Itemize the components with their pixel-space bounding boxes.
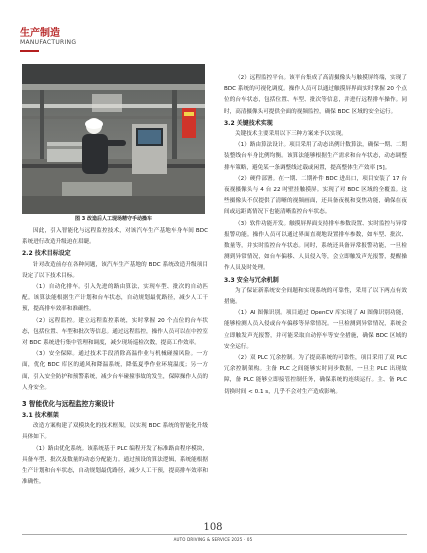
- paragraph: 针对改造前存在各种问题，该汽车生产基地的 BDC 系统改造升级项目设定了以下技术目标。: [22, 261, 208, 279]
- factory-photo-illustration: [22, 64, 205, 214]
- paragraph: （1）AI 图像识别。项目通过 OpenCV 库实现了 AI 图像识别功能，能够检测人员入侵或台车偏移等异常情况。一旦检测到异常情况，系统会立即触发声光报警，并可能采取自动停车等安全措施，确保 BDC 区域的安全运行。: [224, 310, 407, 350]
- figure-caption: 图 3 改造后人工现场精守手动操车: [75, 216, 152, 222]
- subsection-heading: 3.1 技术框架: [22, 412, 59, 420]
- subsection-heading: 3.2 关键技术实现: [224, 119, 273, 127]
- paragraph: （3）安全保障。通过技术手段消除高温作业与机械碰撞风险。一方面，优化 BDC 库区的通风和降温系统，降低夏季作业环境温度；另一方面，引入安全防护和预警系统，减少台车碰撞事故的发生，保障操作人员的人身安全。: [22, 351, 208, 391]
- paragraph: （2）硬件部署。在一期、二期补件 BDC 进出口，项目安装了 17 台夜视摄像头与 4 台 22 吋壁挂触摸屏。实现了对 BDC 区域的全覆盖。这些摄像头不仅提供了清晰的视频画面，还具备夜视和变焦功能，确保在夜间或远距离情况下也能清晰监控台车状态。: [224, 175, 407, 216]
- page-number: 108: [203, 522, 223, 533]
- right-column: [224, 73, 407, 398]
- paragraph: 因此，引入智能化与远程监控技术，对该汽车生产基地车身车间 BDC 系统进行改造升级迫在眉睫。: [22, 228, 208, 246]
- section-subtitle: MANUFACTURING: [20, 39, 77, 46]
- paragraph: （2）远程监控。建立远程监控系统，实时掌握 20 个点位的台车状态，包括位置、车型和批次等信息。通过远程监控，操作人员可以在中控室对 BDC 系统进行集中管理和调度，减少现场巡检次数，提高工作效率。: [22, 317, 208, 347]
- paragraph: （3）软件功能开发。触摸屏界面支持排车参数设置、实时监控与异常报警功能。操作人员可以通过界面直观地设置排车参数，如车型、批次、数量等，并实时监控台车状态。同时，系统还具备异常报警功能，一旦检测到异常情况，如台车偏移、人员侵入等，会立即触发声光报警，提醒操作人员及时处理。: [224, 220, 407, 272]
- subsection-heading: 2.2 技术目标设定: [22, 250, 71, 258]
- paragraph: 为了保证新系统安全间题和实现系统的可靠性，采用了以下两点有效措施。: [224, 287, 407, 306]
- paragraph: （1）自动化排车。引入先进的路由算法，实现车型、批次的自动匹配。该算法能根据生产计划和台车状态，自动规划最优路径，减少人工干预，提高排车效率和准确性。: [22, 284, 208, 313]
- paragraph: （1）路由算法设计。项目采用了动态出例计数算法，确保一期、二期装整线台车身比例均衡。该算法能够根据生产需求和台车状态，动态调整排车策略，避免某一条调整线过载或闲置，提高整体生产效率 [5]。: [224, 142, 407, 171]
- subsection-heading: 3.3 安全与冗余机制: [224, 276, 279, 284]
- footer-divider: [22, 534, 407, 535]
- section-header: [20, 28, 76, 47]
- paragraph: 改造方案构建了双模块化的技术框架，以实现 BDC 系统的智能化升级具体如下。: [22, 423, 208, 441]
- paragraph: 关键技术主要采用以下三种方案来予以实现。: [235, 131, 347, 138]
- factory-photo: [22, 64, 205, 214]
- section-title: 生产制造: [20, 28, 60, 39]
- section-accent-bar: [20, 50, 39, 52]
- paragraph: （1）路由优化系统。该系统基于 PLC 编程开发了标准路由程序模块，具备车型、批次及数量的动态分配能力。通过预设的算法逻辑，系统能根据生产计划和台车状态，自动规划最优路径，减少人工干预，提高排车效率和准确性。: [22, 445, 208, 486]
- left-column: [22, 226, 208, 488]
- section-heading: 3 智能优化与远程监控方案设计: [22, 400, 115, 409]
- paragraph: （2）双 PLC 冗余控制。为了提高系统的可靠性，项目采用了双 PLC 冗余控制架构。主备 PLC 之间能够实时同步数据，一旦主 PLC 出现故障，备 PLC 能够立即接管控制任务，确保系统的连续运行。主、备 PLC 切换时间 < 0.1 s，几乎不会对生产造成影响。: [224, 355, 407, 395]
- paragraph: （2）远程监控平台。该平台集成了高清摄像头与触摸屏终端，实现了 BDC 系统的可视化调度。操作人员可以通过触摸屏界面实时掌握 20 个点位的台车状态，包括位置、车型、批次等信息，并进行远程排车操作。同时，高清摄像头可提供全面的视频监控，确保 BDC 区域的安全运行。: [224, 75, 407, 115]
- publication-name: AUTO DRIVING & SERVICE 2025 · 05: [173, 537, 253, 542]
